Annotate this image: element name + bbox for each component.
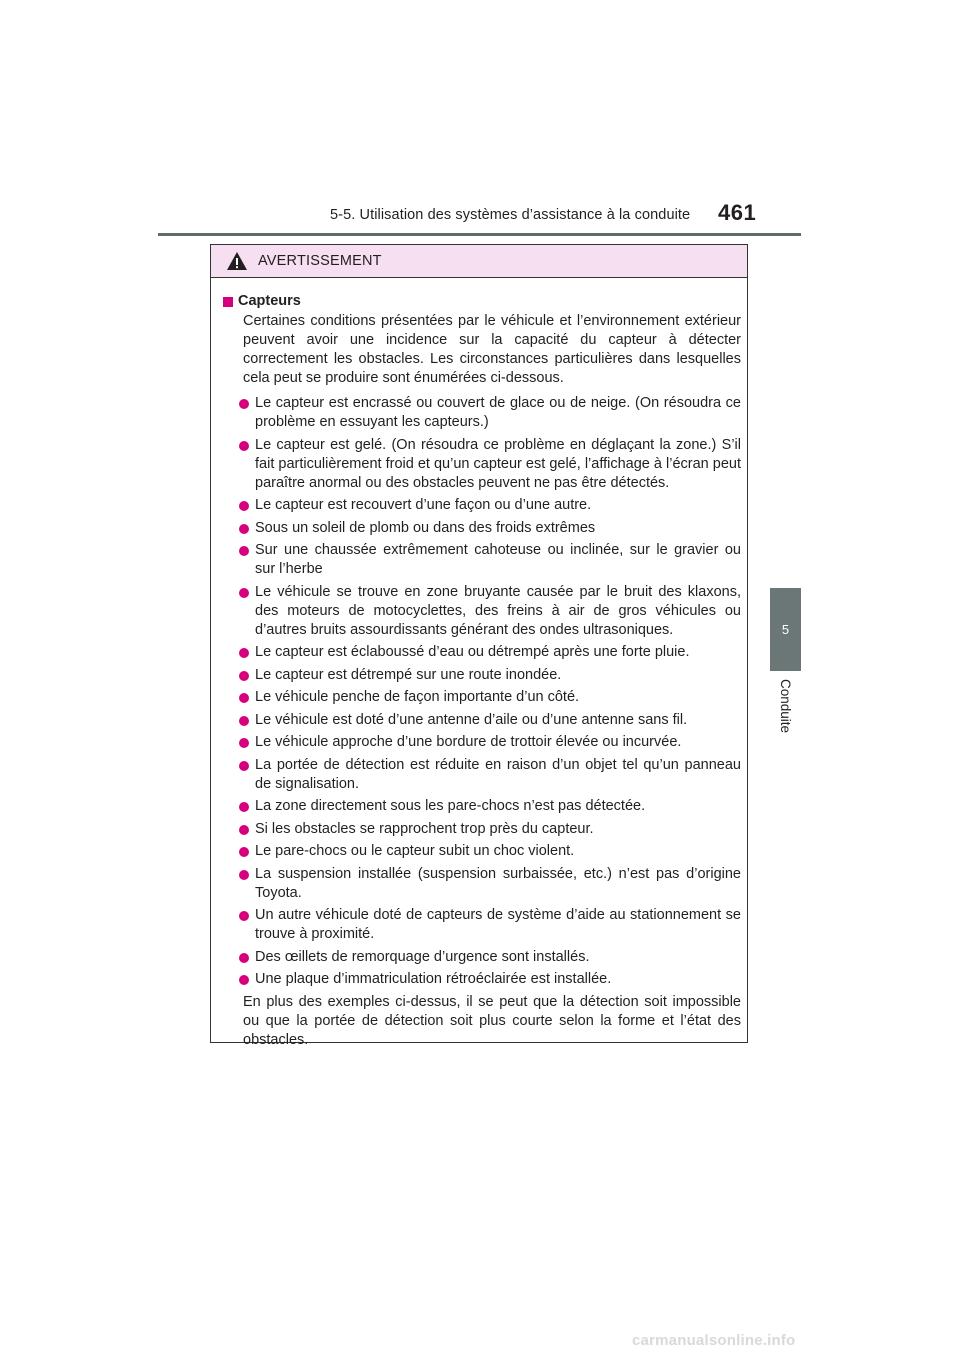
chapter-tab-label-text: Conduite [777, 679, 793, 734]
round-bullet-icon [239, 399, 249, 409]
list-item-text: Le capteur est éclaboussé d’eau ou détrempé après une forte pluie. [255, 644, 690, 660]
round-bullet-icon [239, 825, 249, 835]
round-bullet-icon [239, 648, 249, 658]
list-item [223, 820, 741, 839]
list-item-text: La portée de détection est réduite en raison d’un objet tel qu’un panneau de signalisation. [255, 756, 741, 792]
list-item [223, 733, 741, 752]
list-item-text: Un autre véhicule doté de capteurs de système d’aide au stationnement se trouve à proximité. [255, 907, 741, 942]
section-title-text: Capteurs [238, 293, 301, 309]
list-item [223, 906, 741, 944]
list-item-text: Le véhicule penche de façon importante d’un côté. [255, 689, 580, 705]
round-bullet-icon [239, 870, 249, 880]
list-item [223, 541, 741, 579]
round-bullet-icon [239, 802, 249, 812]
bullet-list [223, 394, 741, 989]
square-bullet-icon [223, 297, 233, 307]
section-title [223, 292, 741, 311]
warning-triangle-icon [226, 251, 248, 271]
list-item [223, 394, 741, 432]
round-bullet-icon [239, 716, 249, 726]
list-item [223, 797, 741, 816]
chapter-tab-number: 5 [770, 588, 801, 671]
list-item [223, 970, 741, 989]
warning-box [210, 244, 748, 1048]
section-heading: 5-5. Utilisation des systèmes d’assistance à la conduite [330, 207, 691, 223]
list-item [223, 583, 741, 640]
list-item [223, 666, 741, 685]
round-bullet-icon [239, 911, 249, 921]
list-item [223, 865, 741, 903]
warning-header [211, 245, 747, 278]
round-bullet-icon [239, 441, 249, 451]
footer-paragraph: En plus des exemples ci-dessus, il se peut que la détection soit impossible ou que la portée de détection soit plus courte selon la forme et l’état des obstacles. [243, 993, 741, 1048]
list-item [223, 519, 741, 538]
list-item [223, 711, 741, 730]
list-item [223, 756, 741, 794]
warning-title: AVERTISSEMENT [258, 253, 382, 269]
list-item-text: Une plaque d’immatriculation rétroéclairée est installée. [255, 971, 612, 987]
list-item-text: Le véhicule est doté d’une antenne d’aile ou d’une antenne sans fil. [255, 711, 688, 728]
list-item-text: Si les obstacles se rapprochent trop près du capteur. [255, 820, 594, 837]
round-bullet-icon [239, 761, 249, 771]
intro-paragraph: Certaines conditions présentées par le véhicule et l’environnement extérieur peuvent avoir une incidence sur la capacité du capteur à détecter correctement les obstacles. Les circonstances particulières dans lesquelles cela peut se produire sont énumérées ci-dessous. [243, 313, 741, 386]
list-item [223, 948, 741, 967]
list-item-text: Le véhicule approche d’une bordure de trottoir élevée ou incurvée. [255, 734, 682, 750]
round-bullet-icon [239, 847, 249, 857]
list-item [223, 436, 741, 493]
list-item-text: La zone directement sous les pare-chocs n’est pas détectée. [255, 798, 646, 814]
list-item-text: Le pare-chocs ou le capteur subit un choc violent. [255, 843, 575, 859]
list-item-text: Sous un soleil de plomb ou dans des froids extrêmes [255, 519, 596, 536]
round-bullet-icon [239, 588, 249, 598]
round-bullet-icon [239, 546, 249, 556]
round-bullet-icon [239, 501, 249, 511]
chapter-tab-label [770, 671, 801, 801]
list-item-text: Le véhicule se trouve en zone bruyante causée par le bruit des klaxons, des moteurs de motocyclettes, des freins à air de gros véhicules ou d’autres bruits assourdissants générant des ondes ultrasoniques. [255, 583, 741, 638]
page-number: 461 [718, 200, 757, 225]
round-bullet-icon [239, 975, 249, 985]
list-item-text: Sur une chaussée extrêmement cahoteuse ou inclinée, sur le gravier ou sur l’herbe [255, 542, 741, 577]
list-item [223, 496, 741, 515]
round-bullet-icon [239, 738, 249, 748]
warning-body [211, 278, 747, 1050]
list-item [223, 688, 741, 707]
round-bullet-icon [239, 953, 249, 963]
watermark: carmanualsonline.info [632, 1332, 796, 1349]
list-item [223, 842, 741, 861]
list-item [223, 643, 741, 662]
list-item-text: Le capteur est recouvert d’une façon ou d’une autre. [255, 497, 592, 513]
round-bullet-icon [239, 524, 249, 534]
list-item-text: Le capteur est gelé. (On résoudra ce problème en déglaçant la zone.) S’il fait particulièrement froid et qu’un capteur est gelé, l’affichage à l’écran peut paraître anormal ou des obstacles peuvent ne pas être détectés. [255, 436, 741, 491]
list-item-text: Le capteur est détrempé sur une route inondée. [255, 666, 562, 683]
header-rule [158, 233, 801, 236]
round-bullet-icon [239, 693, 249, 703]
list-item-text: Des œillets de remorquage d’urgence sont installés. [255, 948, 590, 965]
list-item-text: La suspension installée (suspension surbaissée, etc.) n’est pas d’origine Toyota. [255, 865, 741, 901]
list-item-text: Le capteur est encrassé ou couvert de glace ou de neige. (On résoudra ce problème en essuyant les capteurs.) [255, 395, 741, 430]
round-bullet-icon [239, 671, 249, 681]
